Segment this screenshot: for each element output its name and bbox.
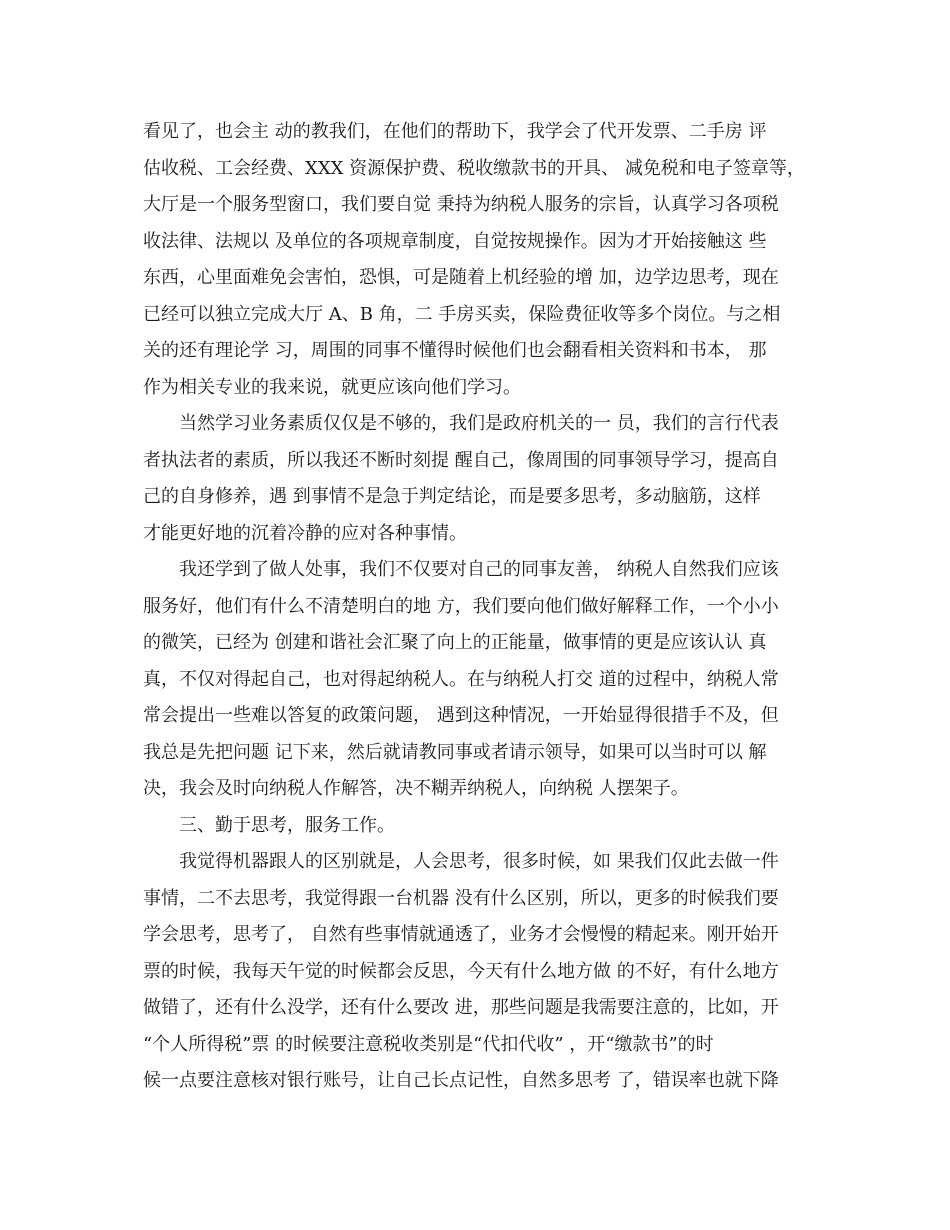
text-line: 收法律、法规以 及单位的各项规章制度，自觉按规操作。因为才开始接触这 些	[143, 230, 767, 252]
text-line: 我还学到了做人处事，我们不仅要对自己的同事友善， 纳税人自然我们应该	[179, 559, 779, 580]
text-line: 票的时候，我每天午觉的时候都会反思，今天有什么地方做 的不好，有什么地方	[143, 960, 779, 982]
text-line: 作为相关专业的我来说，就更应该向他们学习。	[143, 376, 521, 398]
text-line: 东西，心里面难免会害怕，恐惧，可是随着上机经验的增 加，边学边思考，现在	[143, 267, 779, 288]
body-text	[143, 114, 823, 1100]
text-line: 学会思考，思考了， 自然有些事情就通透了，业务才会慢慢的精起来。刚开始开	[143, 924, 779, 945]
text-line: 当然学习业务素质仅仅是不够的，我们是政府机关的一 员，我们的言行代表	[179, 413, 779, 434]
text-line: 事情，二不去思考，我觉得跟一台机器 没有什么区别，所以，更多的时候我们要	[143, 887, 779, 909]
text-line: 已经可以独立完成大厅 A、B 角，二 手房买卖，保险费征收等多个岗位。与之相	[143, 303, 781, 325]
text-line: 我总是先把问题 记下来，然后就请教同事或者请示领导，如果可以当时可以 解	[143, 741, 767, 763]
text-line: 的微笑，已经为 创建和谐社会汇聚了向上的正能量，做事情的更是应该认认 真	[143, 632, 767, 653]
text-line: 估收税、工会经费、XXX 资源保护费、税收缴款书的开具、 减免税和电子签章等，	[143, 157, 805, 179]
text-line: 关的还有理论学 习，周围的同事不懂得时候他们也会翻看相关资料和书本， 那	[143, 340, 767, 361]
text-line: 决，我会及时向纳税人作解答，决不糊弄纳税人，向纳税 人摆架子。	[143, 778, 689, 799]
text-line: 真，不仅对得起自己，也对得起纳税人。在与纳税人打交 道的过程中，纳税人常	[143, 668, 779, 690]
text-line: “个人所得税”票 的时候要注意税收类别是“代扣代收” ，开“缴款书”的时	[143, 1033, 714, 1055]
text-line: 者执法者的素质，所以我还不断时刻提 醒自己，像周围的同事领导学习，提高自	[143, 449, 779, 471]
text-line: 服务好，他们有什么不清楚明白的地 方，我们要向他们做好解释工作，一个小小	[143, 595, 779, 617]
text-line: 常会提出一些难以答复的政策问题， 遇到这种情况，一开始显得很措手不及，但	[143, 705, 779, 726]
text-line: 候一点要注意核对银行账号，让自己长点记性，自然多思考 了，错误率也就下降	[143, 1070, 779, 1091]
text-line: 三、勤于思考，服务工作。	[179, 814, 395, 836]
text-line: 看见了，也会主 动的教我们，在他们的帮助下，我学会了代开发票、二手房 评	[143, 121, 767, 142]
text-line: 才能更好地的沉着冷静的应对各种事情。	[143, 522, 467, 544]
text-line: 大厅是一个服务型窗口，我们要自觉 秉持为纳税人服务的宗旨，认真学习各项税	[143, 194, 779, 215]
text-line: 做错了，还有什么没学，还有什么要改 进，那些问题是我需要注意的，比如，开	[143, 997, 779, 1018]
text-line: 己的自身修养，遇 到事情不是急于判定结论，而是要多思考，多动脑筋，这样	[143, 486, 761, 507]
text-line: 我觉得机器跟人的区别就是，人会思考，很多时候，如 果我们仅此去做一件	[179, 851, 779, 872]
